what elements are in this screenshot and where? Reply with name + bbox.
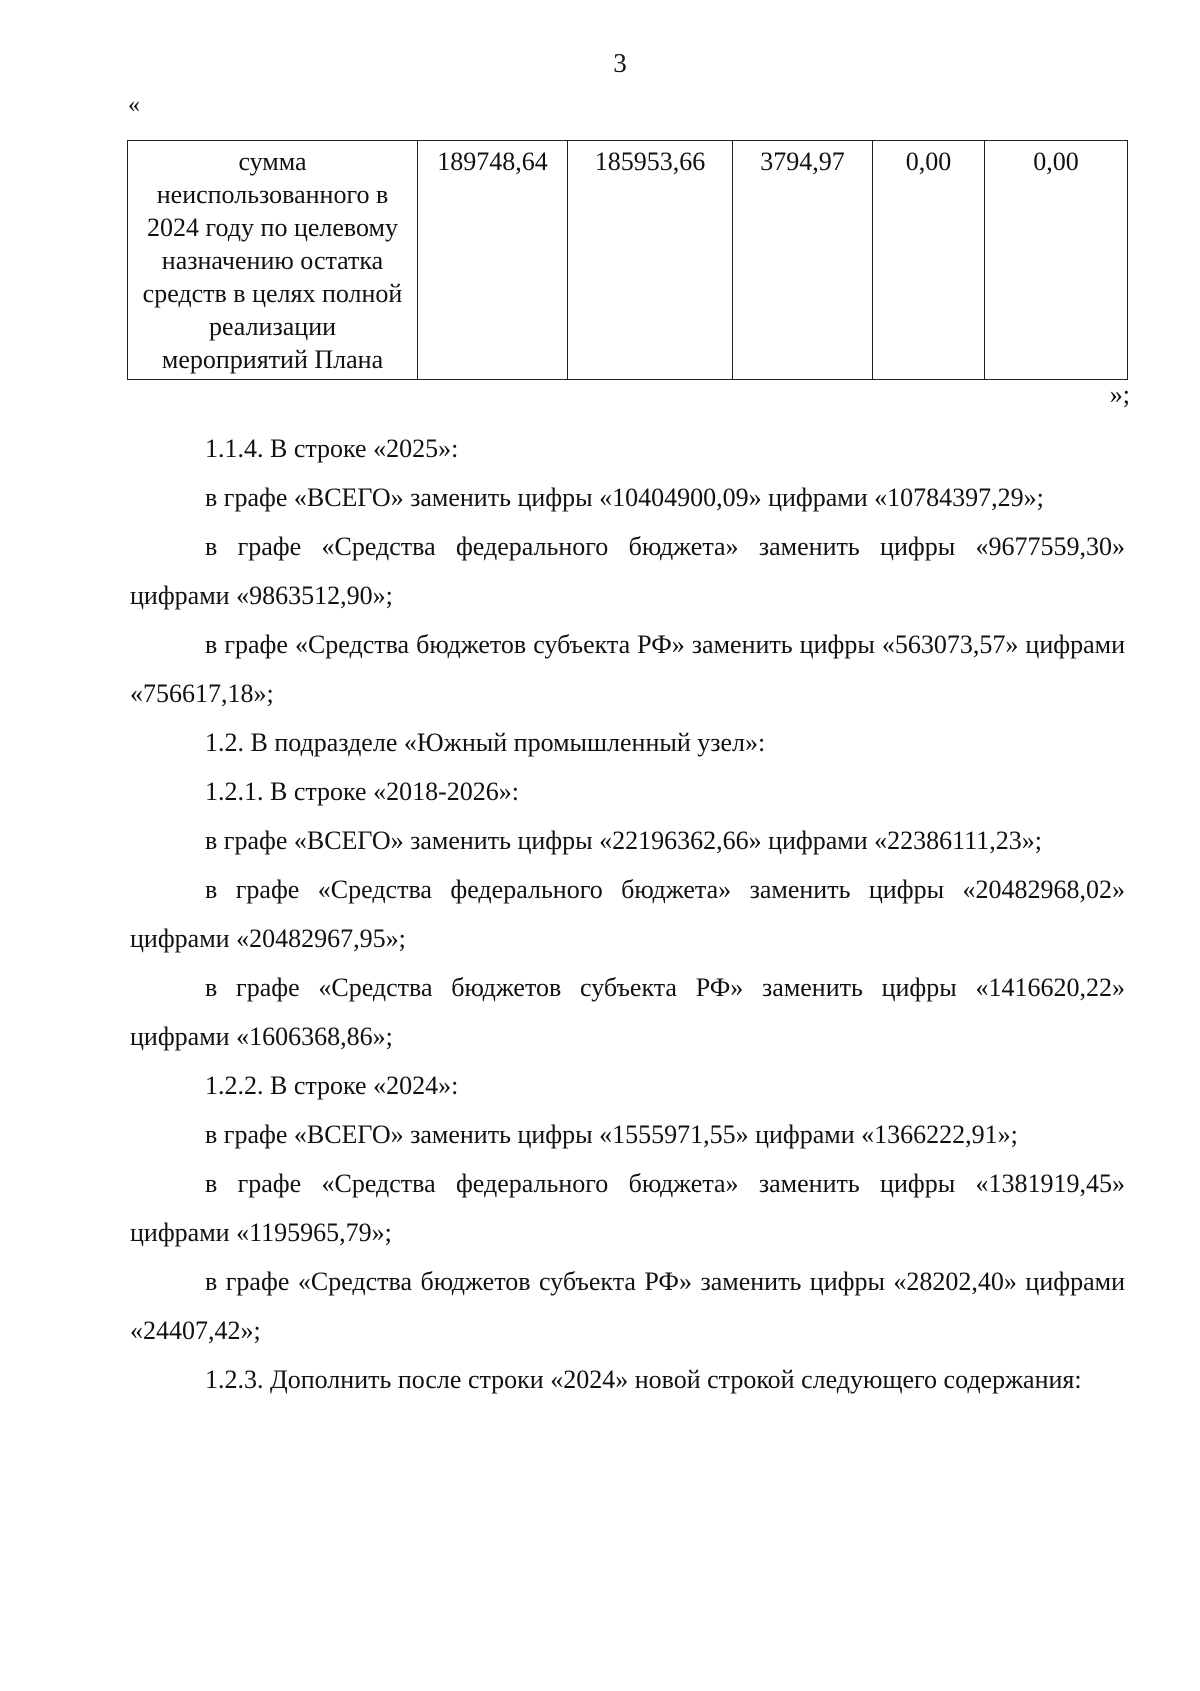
value-regional-cell: 3794,97	[733, 141, 873, 380]
table-close-quote: »;	[1109, 380, 1130, 409]
clause-paragraph: в графе «Средства бюджетов субъекта РФ» заменить цифры «1416620,22» цифрами «1606368,86»;	[130, 973, 1125, 1051]
value-total-cell: 189748,64	[418, 141, 568, 380]
page-number: 3	[613, 48, 627, 78]
clause-paragraph: в графе «ВСЕГО» заменить цифры «22196362,66» цифрами «22386111,23»;	[205, 826, 1042, 855]
clause-paragraph: в графе «Средства бюджетов субъекта РФ» заменить цифры «28202,40» цифрами «24407,42»;	[130, 1267, 1125, 1345]
row-label-cell: сумма неиспользованного в 2024 году по целевому назначению остатка средств в целях полной реализации мероприятий Плана	[128, 141, 418, 380]
clause-paragraph: в графе «Средства бюджетов субъекта РФ» заменить цифры «563073,57» цифрами «756617,18»;	[130, 630, 1125, 708]
clause-1-1-4-heading: 1.1.4. В строке «2025»:	[205, 434, 459, 463]
amendment-table	[127, 140, 1128, 380]
clause-paragraph: в графе «Средства федерального бюджета» заменить цифры «9677559,30» цифрами «9863512,90»;	[130, 532, 1125, 610]
clause-1-2-heading: 1.2. В подразделе «Южный промышленный узел»:	[205, 728, 766, 757]
table-open-quote: «	[128, 92, 140, 118]
table-row	[128, 141, 1128, 380]
clause-1-2-1-heading: 1.2.1. В строке «2018-2026»:	[205, 777, 519, 806]
clause-paragraph: в графе «Средства федерального бюджета» заменить цифры «20482968,02» цифрами «20482967,95»;	[130, 875, 1125, 953]
clause-paragraph: в графе «ВСЕГО» заменить цифры «1555971,55» цифрами «1366222,91»;	[205, 1120, 1018, 1149]
clause-paragraph: в графе «Средства федерального бюджета» заменить цифры «1381919,45» цифрами «1195965,79»;	[130, 1169, 1125, 1247]
value-federal-cell: 185953,66	[568, 141, 733, 380]
clause-paragraph: в графе «ВСЕГО» заменить цифры «10404900,09» цифрами «10784397,29»;	[205, 483, 1044, 512]
value-col5-cell: 0,00	[985, 141, 1128, 380]
clause-1-2-2-heading: 1.2.2. В строке «2024»:	[205, 1071, 459, 1100]
clause-1-2-3-paragraph: 1.2.3. Дополнить после строки «2024» новой строкой следующего содержания:	[205, 1365, 1082, 1394]
amendment-text	[130, 424, 1125, 1404]
value-col4-cell: 0,00	[873, 141, 985, 380]
